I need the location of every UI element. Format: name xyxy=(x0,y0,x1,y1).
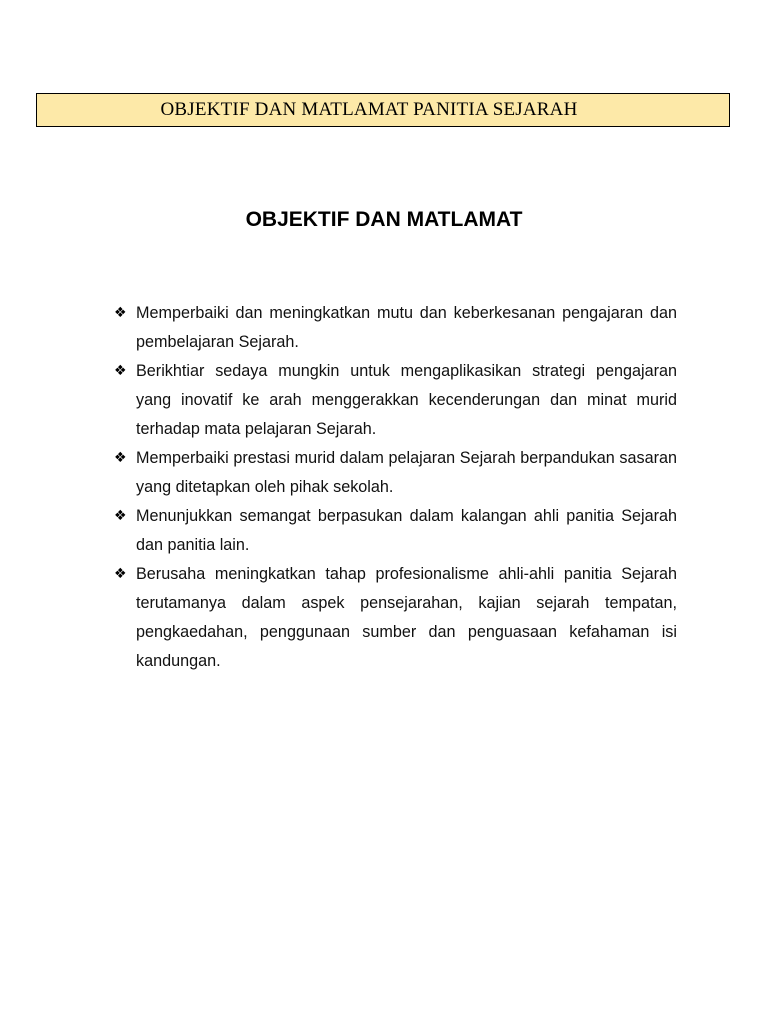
list-item xyxy=(114,357,677,444)
objective-text: Memperbaiki dan meningkatkan mutu dan keberkesanan pengajaran dan pembelajaran Sejarah. xyxy=(136,304,677,351)
list-item xyxy=(114,560,677,676)
list-item xyxy=(114,299,677,357)
list-item xyxy=(114,444,677,502)
list-item xyxy=(114,502,677,560)
objective-text: Memperbaiki prestasi murid dalam pelajaran Sejarah berpandukan sasaran yang ditetapkan oleh pihak sekolah. xyxy=(136,449,677,496)
diamond-bullet-icon: ❖ xyxy=(114,363,127,379)
diamond-bullet-icon: ❖ xyxy=(114,450,127,466)
header-title: OBJEKTIF DAN MATLAMAT PANITIA SEJARAH xyxy=(160,99,578,120)
header-banner xyxy=(36,93,730,127)
diamond-bullet-icon: ❖ xyxy=(114,508,127,524)
objective-text: Berikhtiar sedaya mungkin untuk mengaplikasikan strategi pengajaran yang inovatif ke arah menggerakkan kecenderungan dan minat murid terhadap mata pelajaran Sejarah. xyxy=(136,362,677,438)
page-title: OBJEKTIF DAN MATLAMAT xyxy=(245,208,523,231)
diamond-bullet-icon: ❖ xyxy=(114,566,127,582)
diamond-bullet-icon: ❖ xyxy=(114,305,127,321)
objective-text: Menunjukkan semangat berpasukan dalam kalangan ahli panitia Sejarah dan panitia lain. xyxy=(136,507,677,554)
objective-text: Berusaha meningkatkan tahap profesionalisme ahli-ahli panitia Sejarah terutamanya dalam aspek pensejarahan, kajian sejarah tempatan, pengkaedahan, penggunaan sumber dan penguasaan kefahaman isi kandungan. xyxy=(136,565,677,670)
objectives-list xyxy=(114,299,677,676)
